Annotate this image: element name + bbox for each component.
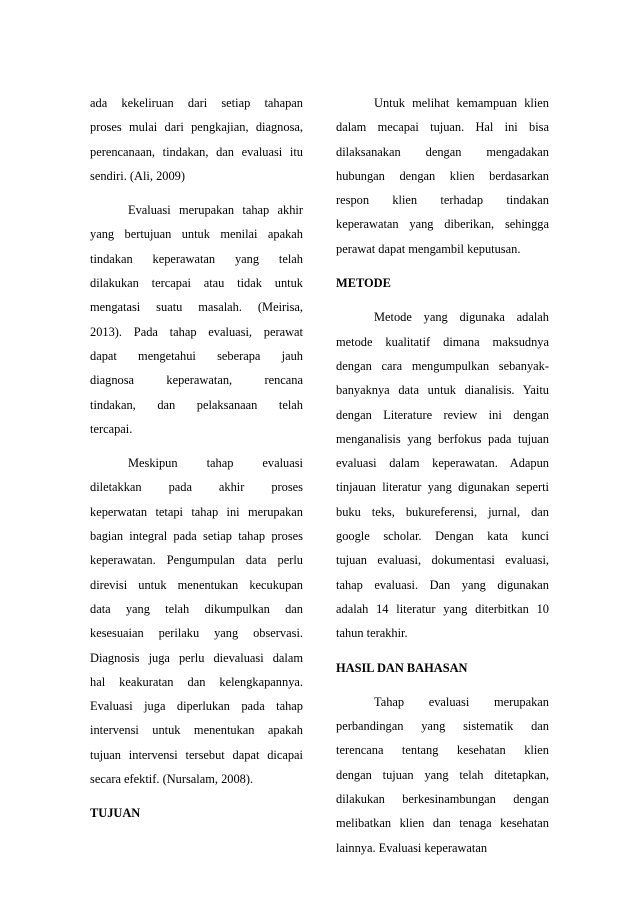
text-line: diletakkan pada akhir proses xyxy=(90,480,303,495)
text-line: dalam mecapai tujuan. Hal ini bisa xyxy=(336,120,549,135)
text-line: perbandingan yang sistematik dan xyxy=(336,719,549,734)
text-line: 2013). Pada tahap evaluasi, perawat xyxy=(90,324,303,339)
text-line: perawat dapat mengambil keputusan. xyxy=(336,241,521,256)
text-line: tindakan, dan pelaksanaan telah xyxy=(90,397,303,412)
text-line: keperawatan. Pengumpulan data perlu xyxy=(90,553,303,568)
text-line: Diagnosis juga perlu dievaluasi dalam xyxy=(90,650,303,665)
text-line: dilakukan tercapai atau tidak untuk xyxy=(90,276,303,291)
text-line: Metode yang digunaka adalah xyxy=(374,310,549,325)
text-line: keperawatan yang diberikan, sehingga xyxy=(336,217,549,232)
paragraph-evaluasi xyxy=(90,198,303,441)
text-line: buku teks, bukureferensi, jurnal, dan xyxy=(336,504,549,519)
text-line: direvisi untuk menentukan kecukupan xyxy=(90,577,303,592)
text-line: tindakan keperawatan yang telah xyxy=(90,251,303,266)
text-line: dilaksanakan dengan mengadakan xyxy=(336,144,549,159)
text-line: secara efektif. (Nursalam, 2008). xyxy=(90,772,254,787)
text-line: dapat mengetahui seberapa jauh xyxy=(90,348,303,363)
text-line: google scholar. Dengan kata kunci xyxy=(336,529,549,544)
text-line: dengan Literature review ini dengan xyxy=(336,407,549,422)
text-line: tercapai. xyxy=(90,421,133,436)
text-line: diagnosa keperawatan, rencana xyxy=(90,373,303,388)
text-line: perencanaan, tindakan, dan evaluasi itu xyxy=(90,144,303,159)
text-line: evaluasi dalam keperawatan. Adapun xyxy=(336,456,549,471)
text-line: tujuan evaluasi, dokumentasi evaluasi, xyxy=(336,553,549,568)
text-line: bagian integral pada setiap tahap proses xyxy=(90,529,303,544)
text-line: ada kekeliruan dari setiap tahapan xyxy=(90,96,303,110)
text-line: mengatasi suatu masalah. (Meirisa, xyxy=(90,300,303,315)
text-line: metode kualitatif dimana maksudnya xyxy=(336,334,549,349)
text-line: keperwatan tetapi tahap ini merupakan xyxy=(90,504,303,519)
text-line: terencana tentang kesehatan klien xyxy=(336,743,549,758)
text-line: proses mulai dari pengkajian, diagnosa, xyxy=(90,120,303,135)
text-line: dengan cara mengumpulkan sebanyak- xyxy=(336,358,549,373)
heading-metode: METODE xyxy=(336,276,391,291)
right-column xyxy=(336,91,549,860)
paragraph-continuation xyxy=(90,91,303,188)
text-line: tahun terakhir. xyxy=(336,626,408,641)
paragraph-metode xyxy=(336,305,549,645)
text-line: Meskipun tahap evaluasi xyxy=(128,456,303,471)
text-line: banyaknya data untuk dianalisis. Yaitu xyxy=(336,383,549,398)
text-line: tahap evaluasi. Dan yang digunakan xyxy=(336,577,549,592)
text-line: melibatkan klien dan tenaga kesehatan xyxy=(336,816,549,831)
text-line: yang bertujuan untuk menilai apakah xyxy=(90,227,303,242)
text-line: Evaluasi merupakan tahap akhir xyxy=(128,203,303,218)
text-line: lainnya. Evaluasi keperawatan xyxy=(336,840,488,855)
text-line: sendiri. (Ali, 2009) xyxy=(90,168,185,183)
text-line: Untuk melihat kemampuan klien xyxy=(374,96,549,110)
left-column xyxy=(90,91,303,826)
text-line: dengan tujuan yang telah ditetapkan, xyxy=(336,767,549,782)
text-line: adalah 14 literatur yang diterbitkan 10 xyxy=(336,601,549,616)
text-line: data yang telah dikumpulkan dan xyxy=(90,601,303,616)
text-line: respon klien terhadap tindakan xyxy=(336,193,549,208)
paragraph-meskipun xyxy=(90,451,303,791)
text-line: dilakukan berkesinambungan dengan xyxy=(336,792,549,807)
text-line: Tahap evaluasi merupakan xyxy=(374,694,549,709)
text-line: menganalisis yang berfokus pada tujuan xyxy=(336,431,549,446)
text-line: tujuan intervensi tersebut dapat dicapai xyxy=(90,747,303,762)
paragraph-hasil xyxy=(336,690,549,860)
paragraph-kemampuan-klien xyxy=(336,91,549,261)
heading-tujuan: TUJUAN xyxy=(90,806,141,821)
text-line: kesesuaian perilaku yang observasi. xyxy=(90,626,303,641)
text-line: tinjauan literatur yang digunakan seperti xyxy=(336,480,549,495)
heading-hasil-dan-bahasan: HASIL DAN BAHASAN xyxy=(336,660,468,675)
text-line: hal keakuratan dan kelengkapannya. xyxy=(90,674,303,689)
text-line: hubungan dengan klien berdasarkan xyxy=(336,168,549,183)
text-line: Evaluasi juga diperlukan pada tahap xyxy=(90,699,303,714)
text-line: intervensi untuk menentukan apakah xyxy=(90,723,303,738)
